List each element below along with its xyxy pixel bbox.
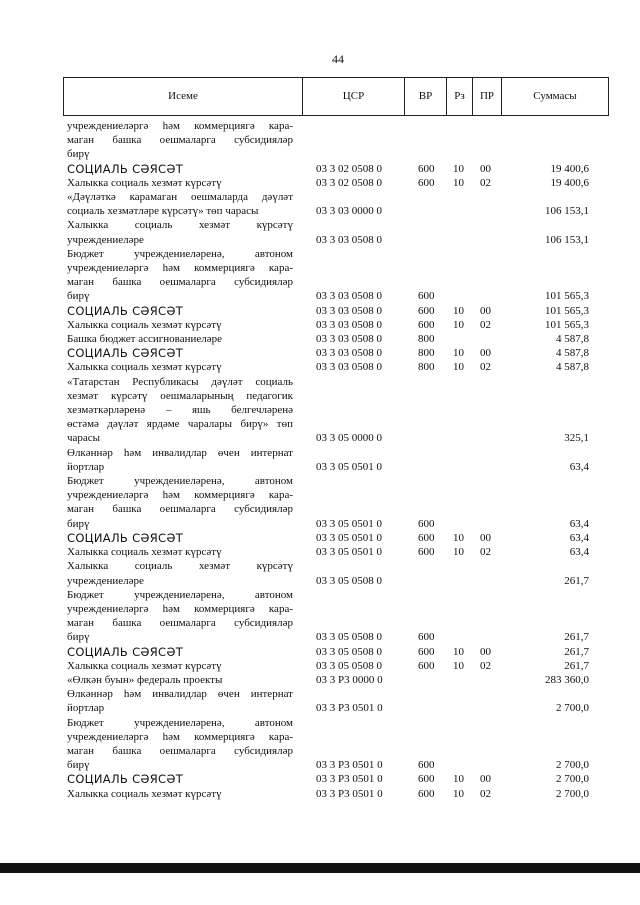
- row-sum: 63,4: [569, 531, 589, 544]
- row-name: [67, 474, 293, 531]
- row-vr: 600: [418, 517, 435, 530]
- row-vr: 600: [418, 659, 435, 672]
- row-csr: 03 3 05 0501 0: [316, 460, 382, 473]
- row-rz: 10: [453, 361, 464, 374]
- row-name-line: СОЦИАЛЬ СӘЯСӘТ: [67, 346, 184, 361]
- row-name-line: учреждениеләргә һәм коммерциягә кара-: [67, 602, 293, 615]
- row-csr: 03 3 P3 0501 0: [316, 773, 383, 786]
- row-name-line: СОЦИАЛЬ СӘЯСӘТ: [67, 161, 184, 176]
- row-vr: 600: [418, 318, 435, 331]
- row-csr: 03 3 03 0508 0: [316, 347, 382, 360]
- row-name: [67, 247, 293, 304]
- row-name-line: Халыкка социаль хезмәт күрсәтү: [67, 787, 222, 800]
- table-row: [67, 375, 603, 446]
- row-csr: 03 3 03 0508 0: [316, 361, 382, 374]
- row-name: [67, 531, 293, 545]
- row-vr: 600: [418, 162, 435, 175]
- row-rz: 10: [453, 531, 464, 544]
- row-vr: 800: [418, 347, 435, 360]
- row-name: [67, 375, 293, 446]
- row-csr: 03 3 03 0508 0: [316, 304, 382, 317]
- table-row: [67, 716, 603, 773]
- row-name-line: маган башка оешмаларга субсидияләр: [67, 276, 293, 289]
- row-sum: 106 153,1: [545, 233, 589, 246]
- row-name: [67, 645, 293, 659]
- row-name: [67, 346, 293, 360]
- row-vr: 800: [418, 361, 435, 374]
- row-name-line: Өлкәннәр һәм инвалидлар өчен интернат: [67, 446, 293, 459]
- row-vr: 600: [418, 773, 435, 786]
- row-rz: 10: [453, 347, 464, 360]
- table-row: [67, 687, 603, 715]
- row-name-line: Халыкка социаль хезмәт күрсәтү: [67, 318, 222, 331]
- row-rz: 10: [453, 546, 464, 559]
- row-name-line: СОЦИАЛЬ СӘЯСӘТ: [67, 530, 184, 545]
- table-row: [67, 559, 603, 587]
- row-name: [67, 673, 293, 687]
- table-body: [67, 119, 603, 801]
- row-pr: 02: [480, 659, 491, 672]
- row-sum: 63,4: [569, 517, 589, 530]
- row-name-line: учреждениеләргә һәм коммерциягә кара-: [67, 120, 293, 132]
- header-rz: Рз: [454, 90, 465, 102]
- row-sum: 2 700,0: [556, 759, 589, 772]
- row-name: [67, 659, 293, 673]
- row-name-line: учреждениеләре: [67, 233, 144, 246]
- row-vr: 800: [418, 333, 435, 346]
- table-row: [67, 446, 603, 474]
- row-name: [67, 176, 293, 190]
- row-name-line: СОЦИАЛЬ СӘЯСӘТ: [67, 644, 184, 659]
- row-sum: 4 587,8: [556, 361, 589, 374]
- row-name: [67, 716, 293, 773]
- row-pr: 02: [480, 546, 491, 559]
- row-vr: 600: [418, 546, 435, 559]
- row-pr: 02: [480, 787, 491, 800]
- table-row: [67, 787, 603, 801]
- row-name: [67, 545, 293, 559]
- row-csr: 03 3 05 0000 0: [316, 432, 382, 445]
- row-name-line: Халыкка социаль хезмәт күрсәтү: [67, 176, 222, 189]
- row-pr: 00: [480, 162, 491, 175]
- header-name: Исеме: [168, 90, 198, 102]
- row-name-line: «Өлкән буын» федераль проекты: [67, 673, 223, 686]
- row-rz: 10: [453, 304, 464, 317]
- table-row: [67, 645, 603, 659]
- row-name: [67, 304, 293, 318]
- row-sum: 19 400,6: [550, 176, 589, 189]
- row-name-line: Халыкка социаль хезмәт күрсәтү: [67, 361, 222, 374]
- row-name-line: бирү: [67, 290, 90, 303]
- row-name-line: хезмәт күрсәтү оешмаларының педагогик: [67, 389, 293, 402]
- row-name-line: Бюджет учреждениеләренә, автоном: [67, 716, 293, 729]
- row-name-line: бирү: [67, 759, 90, 772]
- row-pr: 00: [480, 645, 491, 658]
- row-name-line: маган башка оешмаларга субсидияләр: [67, 744, 293, 757]
- row-name: [67, 360, 293, 374]
- row-name: [67, 559, 293, 587]
- row-sum: 261,7: [564, 574, 589, 587]
- row-sum: 19 400,6: [550, 162, 589, 175]
- row-sum: 2 700,0: [556, 773, 589, 786]
- row-name-line: СОЦИАЛЬ СӘЯСӘТ: [67, 303, 184, 318]
- row-name-line: Бюджет учреждениеләренә, автоном: [67, 588, 293, 601]
- row-pr: 00: [480, 304, 491, 317]
- row-sum: 101 565,3: [545, 290, 589, 303]
- table-row: [67, 659, 603, 673]
- row-vr: 600: [418, 176, 435, 189]
- table-row: [67, 360, 603, 374]
- row-name-line: маган башка оешмаларга субсидияләр: [67, 134, 293, 147]
- row-name: [67, 772, 293, 786]
- row-rz: 10: [453, 787, 464, 800]
- row-rz: 10: [453, 773, 464, 786]
- row-name: [67, 588, 293, 645]
- table-row: [67, 304, 603, 318]
- row-name-line: хезмәткәрләренә – яшь белгечләренә: [67, 404, 293, 417]
- row-csr: 03 3 05 0508 0: [316, 574, 382, 587]
- row-name-line: йортлар: [67, 460, 105, 473]
- row-csr: 03 3 03 0508 0: [316, 290, 382, 303]
- row-vr: 600: [418, 759, 435, 772]
- row-csr: 03 3 P3 0501 0: [316, 759, 383, 772]
- row-sum: 106 153,1: [545, 205, 589, 218]
- row-name-line: «Дәүләткә карамаган оешмаларда дәүләт: [67, 191, 293, 204]
- row-vr: 600: [418, 531, 435, 544]
- row-csr: 03 3 05 0501 0: [316, 531, 382, 544]
- row-rz: 10: [453, 659, 464, 672]
- header-sum: Суммасы: [533, 90, 577, 102]
- header-csr: ЦСР: [342, 90, 365, 102]
- row-csr: 03 3 05 0508 0: [316, 631, 382, 644]
- row-name-line: Өлкәннәр һәм инвалидлар өчен интернат: [67, 688, 293, 701]
- row-vr: 600: [418, 787, 435, 800]
- page-number: 44: [332, 52, 344, 66]
- row-rz: 10: [453, 162, 464, 175]
- row-name-line: Халыкка социаль хезмәт күрсәтү: [67, 219, 293, 232]
- row-name-line: Бюджет учреждениеләренә, автоном: [67, 247, 293, 260]
- row-pr: 02: [480, 176, 491, 189]
- row-csr: 03 3 02 0508 0: [316, 162, 382, 175]
- table-row: [67, 474, 603, 531]
- row-sum: 325,1: [564, 432, 589, 445]
- row-name-line: «Татарстан Республикасы дәүләт социаль: [67, 375, 293, 388]
- row-name-line: Башка бюджет ассигнованиеләре: [67, 333, 222, 346]
- table-row: [67, 588, 603, 645]
- row-pr: 00: [480, 773, 491, 786]
- row-csr: 03 3 03 0508 0: [316, 233, 382, 246]
- row-csr: 03 3 03 0000 0: [316, 205, 382, 218]
- table-row: [67, 176, 603, 190]
- table-row: [67, 190, 603, 218]
- table-row: [67, 119, 603, 162]
- row-sum: 63,4: [569, 460, 589, 473]
- table-row: [67, 318, 603, 332]
- row-rz: 10: [453, 176, 464, 189]
- row-name: [67, 687, 293, 715]
- row-name-line: бирү: [67, 517, 90, 530]
- row-pr: 02: [480, 361, 491, 374]
- table-row: [67, 545, 603, 559]
- row-name: [67, 446, 293, 474]
- row-vr: 600: [418, 304, 435, 317]
- row-sum: 2 700,0: [556, 787, 589, 800]
- row-sum: 4 587,8: [556, 347, 589, 360]
- row-name-line: учреждениеләре: [67, 574, 144, 587]
- row-csr: 03 3 P3 0000 0: [316, 673, 383, 686]
- row-name-line: йортлар: [67, 702, 105, 715]
- row-name-line: социаль хезмәтләре күрсәтү» төп чарасы: [67, 205, 259, 218]
- row-csr: 03 3 03 0508 0: [316, 318, 382, 331]
- row-vr: 600: [418, 290, 435, 303]
- row-name: [67, 190, 293, 218]
- table-row: [67, 218, 603, 246]
- row-sum: 261,7: [564, 645, 589, 658]
- row-name-line: бирү: [67, 148, 90, 161]
- row-name: [67, 787, 293, 801]
- scan-edge-bar: [0, 863, 640, 873]
- row-csr: 03 3 P3 0501 0: [316, 787, 383, 800]
- row-pr: 02: [480, 318, 491, 331]
- table-row: [67, 346, 603, 360]
- row-name-line: чарасы: [67, 432, 101, 445]
- row-sum: 101 565,3: [545, 304, 589, 317]
- row-rz: 10: [453, 645, 464, 658]
- row-name-line: учреждениеләргә һәм коммерциягә кара-: [67, 262, 293, 275]
- row-name-line: Халыкка социаль хезмәт күрсәтү: [67, 560, 293, 573]
- row-name-line: Халыкка социаль хезмәт күрсәтү: [67, 659, 222, 672]
- row-name-line: бирү: [67, 631, 90, 644]
- row-rz: 10: [453, 318, 464, 331]
- row-name: [67, 332, 293, 346]
- row-sum: 63,4: [569, 546, 589, 559]
- row-csr: 03 3 05 0501 0: [316, 546, 382, 559]
- row-pr: 00: [480, 531, 491, 544]
- row-name: [67, 119, 293, 162]
- table-header: [63, 77, 609, 116]
- row-sum: 2 700,0: [556, 702, 589, 715]
- row-csr: 03 3 05 0501 0: [316, 517, 382, 530]
- row-name-line: СОЦИАЛЬ СӘЯСӘТ: [67, 772, 184, 787]
- table-row: [67, 247, 603, 304]
- row-csr: 03 3 P3 0501 0: [316, 702, 383, 715]
- row-vr: 600: [418, 631, 435, 644]
- row-sum: 261,7: [564, 659, 589, 672]
- table-row: [67, 531, 603, 545]
- row-name-line: Бюджет учреждениеләренә, автоном: [67, 475, 293, 488]
- row-sum: 261,7: [564, 631, 589, 644]
- header-pr: ПР: [479, 90, 495, 102]
- row-name-line: өстәмә дәүләт ярдәме чаралары бирү» төп: [67, 418, 293, 431]
- row-name-line: учреждениеләргә һәм коммерциягә кара-: [67, 730, 293, 743]
- row-sum: 4 587,8: [556, 333, 589, 346]
- row-name-line: учреждениеләргә һәм коммерциягә кара-: [67, 489, 293, 502]
- row-vr: 600: [418, 645, 435, 658]
- row-name: [67, 162, 293, 176]
- row-csr: 03 3 05 0508 0: [316, 645, 382, 658]
- row-sum: 101 565,3: [545, 318, 589, 331]
- row-csr: 03 3 03 0508 0: [316, 333, 382, 346]
- row-name: [67, 318, 293, 332]
- row-sum: 283 360,0: [545, 673, 589, 686]
- row-name-line: маган башка оешмаларга субсидияләр: [67, 617, 293, 630]
- row-pr: 00: [480, 347, 491, 360]
- row-csr: 03 3 02 0508 0: [316, 176, 382, 189]
- table-row: [67, 332, 603, 346]
- row-csr: 03 3 05 0508 0: [316, 659, 382, 672]
- header-vr: ВР: [418, 90, 433, 102]
- row-name: [67, 218, 293, 246]
- table-row: [67, 673, 603, 687]
- row-name-line: маган башка оешмаларга субсидияләр: [67, 503, 293, 516]
- row-name-line: Халыкка социаль хезмәт күрсәтү: [67, 546, 222, 559]
- table-row: [67, 772, 603, 786]
- table-row: [67, 162, 603, 176]
